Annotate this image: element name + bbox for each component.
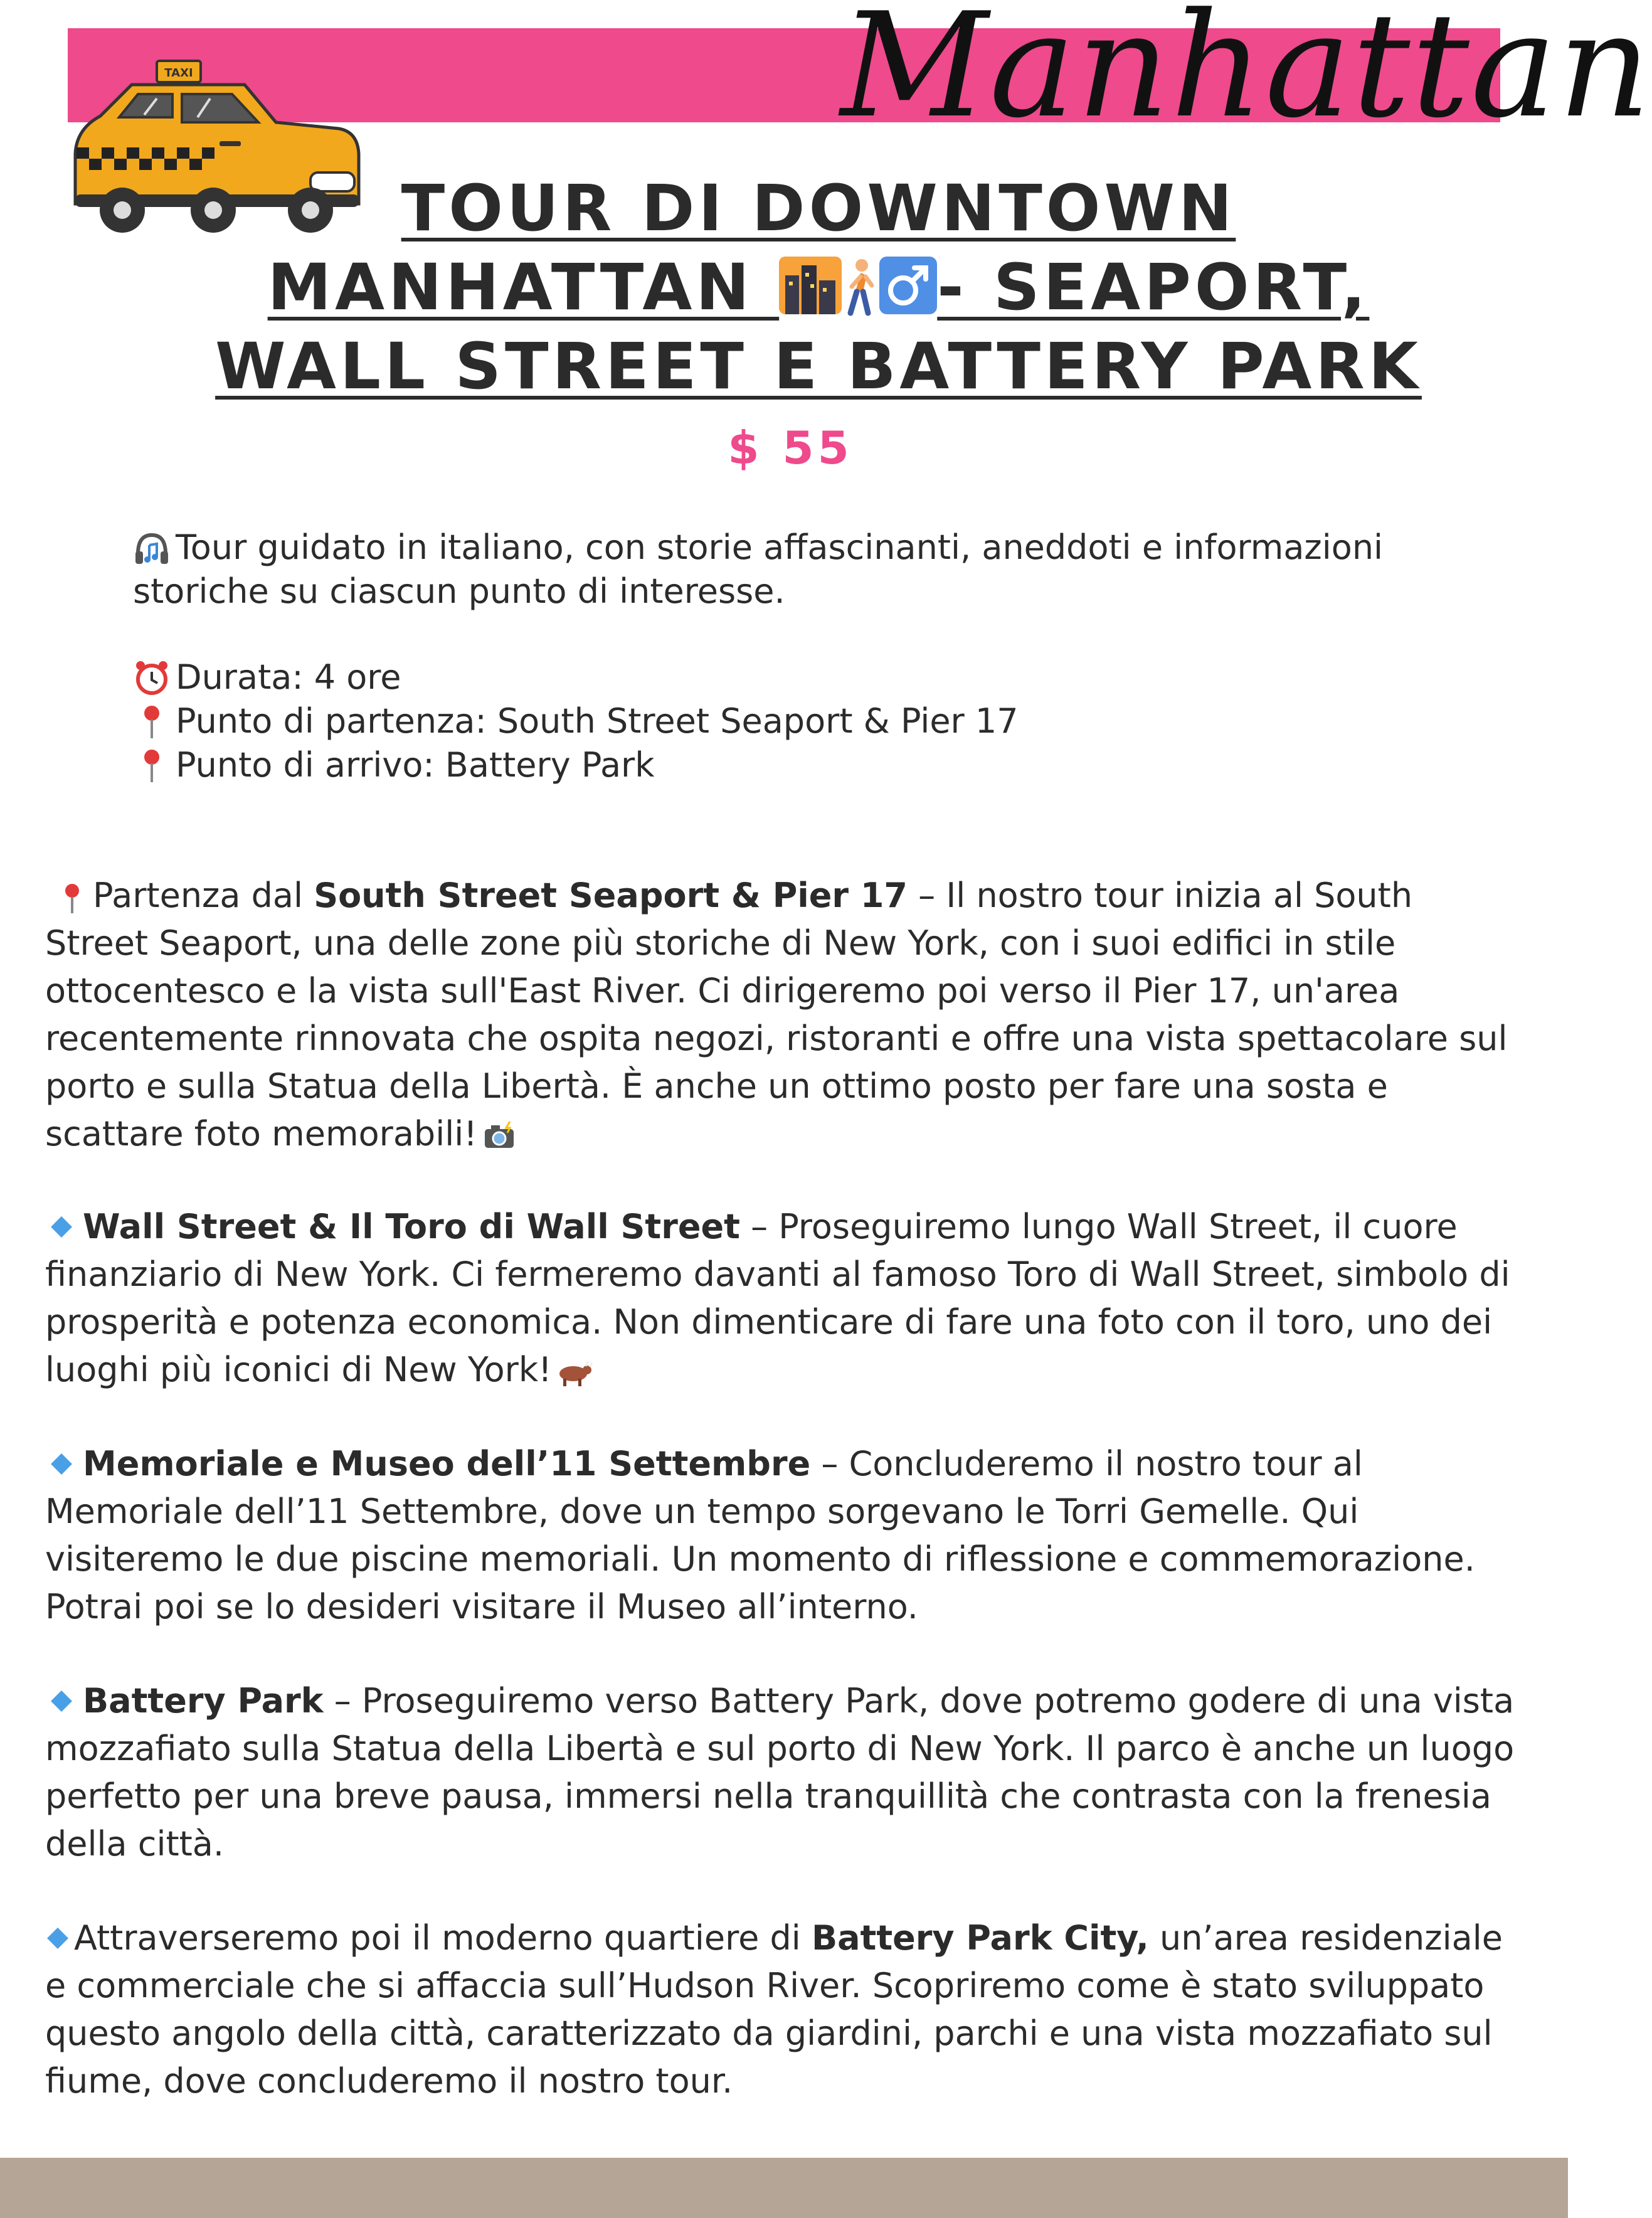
stop-seaport: Partenza dal South Street Seaport & Pier 17 – Il nostro tour inizia al South Street Seaport, una delle zone più storiche di New York, con i suoi edifici in stile ottocentesco e la vista sull'East River. Ci dirigeremo poi verso il Pier 17, un'area recentemente rinnovata che ospita negozi, ristoranti e offre una vista spettacolare sul porto e sulla Statua della Libertà. È anche un ottimo posto per fare una sosta e scattare foto memorabili! (45, 876, 1508, 1154)
cityscape-icon (779, 257, 842, 314)
title-line-3: WALL STREET E BATTERY PARK (215, 329, 1422, 404)
price: $ 55 (728, 422, 853, 474)
duration-row (133, 655, 1481, 699)
stop-battery-title: Battery Park (83, 1681, 324, 1721)
stop-wallstreet: Wall Street & Il Toro di Wall Street – Proseguiremo lungo Wall Street, il cuore finanziario di New York. Ci fermeremo davanti al famoso Toro di Wall Street, simbolo di prosperità e potenza economica. Non dimenticare di fare una foto con il toro, uno dei luoghi più iconici di New York! (45, 1207, 1510, 1389)
intro-line-1: Tour guidato in italiano, con storie affascinanti, aneddoti e informazioni (133, 526, 1481, 570)
stop-battery: Battery Park – Proseguiremo verso Battery Park, dove potremo godere di una vista mozzafiato sulla Statua della Libertà e sul porto di New York. Il parco è anche un luogo perfetto per una breve pausa, immersi nella tranquillità che contrasta con la frenesia della città. (45, 1681, 1515, 1864)
tour-details (133, 655, 1481, 787)
stop-memorial-title: Memoriale e Museo dell’11 Settembre (83, 1444, 811, 1483)
blue-diamond-icon (47, 1928, 68, 1949)
camera-flash-icon (481, 1120, 517, 1152)
round-pushpin-icon (133, 747, 171, 783)
start-text: Punto di partenza: South Street Seaport & Pier 17 (176, 701, 1019, 741)
duration-text: Durata: 4 ore (176, 657, 401, 697)
stop-bpc-title: Battery Park City, (811, 1918, 1149, 1958)
alarm-clock-icon (133, 659, 171, 696)
title-line-2a: MANHATTAN (267, 250, 780, 325)
script-title: Manhattan (840, 0, 1652, 150)
round-pushpin-icon (54, 882, 90, 913)
title-line-1: TOUR DI DOWNTOWN (401, 171, 1236, 246)
stop-wallstreet-title: Wall Street & Il Toro di Wall Street (83, 1207, 740, 1246)
blue-diamond-icon (51, 1216, 72, 1238)
blue-diamond-icon (51, 1453, 72, 1475)
intro-line-2: storiche su ciascun punto di interesse. (133, 571, 785, 611)
end-row (133, 743, 1481, 787)
title-line-2b: - SEAPORT, (937, 250, 1370, 325)
tour-title (207, 169, 1430, 406)
male-sign-icon (879, 257, 937, 314)
end-text: Punto di arrivo: Battery Park (176, 745, 655, 785)
taxi-sign-text: TAXI (164, 66, 193, 80)
walking-person-icon (842, 257, 879, 314)
intro-text (133, 526, 1481, 613)
stop-battery-park-city: Attraverseremo poi il moderno quartiere di Battery Park City, un’area residenziale e commerciale che si affaccia sull’Hudson River. Scopriremo come è stato sviluppato questo angolo della città, caratterizzato da giardini, parchi e una vista mozzafiato sul fiume, dove concluderemo il nostro tour. (45, 1918, 1503, 2101)
stop-seaport-title: South Street Seaport & Pier 17 (314, 876, 908, 915)
stop-memorial: Memoriale e Museo dell’11 Settembre – Concluderemo il nostro tour al Memoriale dell’11 Settembre, dove un tempo sorgevano le Torri Gemelle. Qui visiteremo le due piscine memoriali. Un momento di riflessione e commemorazione. Potrai poi se lo desideri visitare il Museo all’interno. (45, 1444, 1475, 1626)
round-pushpin-icon (133, 703, 171, 740)
blue-diamond-icon (51, 1690, 72, 1712)
title-line-2 (207, 248, 1430, 327)
footer-band (0, 2158, 1568, 2218)
headphones-icon (133, 531, 171, 568)
start-row (133, 699, 1481, 743)
ox-icon (556, 1356, 592, 1388)
